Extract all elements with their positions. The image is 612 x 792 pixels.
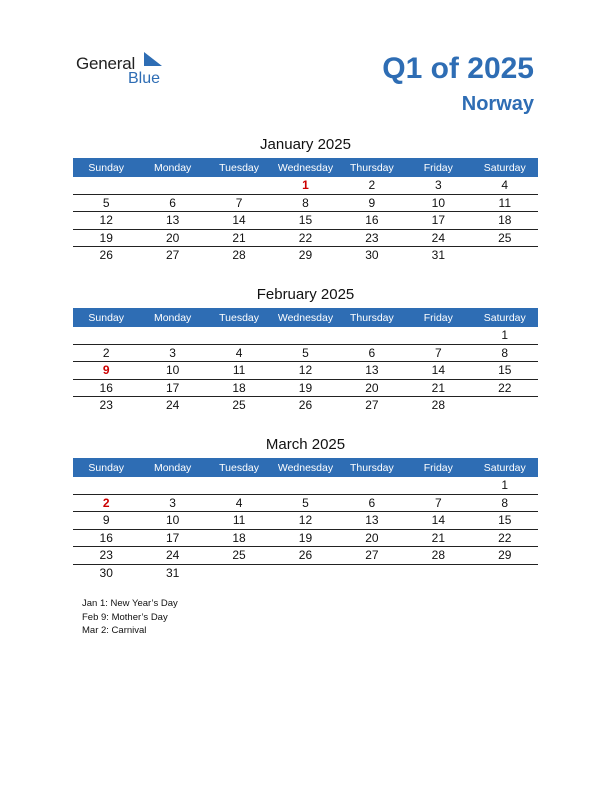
day-cell: 9 [73, 512, 139, 530]
day-cell: 15 [272, 212, 338, 230]
day-cell: 14 [206, 212, 272, 230]
weekday-header: Sunday [73, 458, 139, 477]
day-cell [272, 327, 338, 344]
week-row [73, 247, 538, 264]
day-cell [73, 327, 139, 344]
day-cell: 6 [339, 494, 405, 512]
weekday-header-row [73, 308, 538, 327]
day-cell: 19 [272, 529, 338, 547]
day-cell: 2 [73, 494, 139, 512]
day-cell: 13 [139, 212, 205, 230]
day-cell: 14 [405, 512, 471, 530]
day-cell: 12 [272, 362, 338, 380]
day-cell: 31 [165, 565, 180, 580]
day-cell [405, 327, 471, 344]
weekday-header: Friday [405, 458, 471, 477]
week-row [73, 547, 538, 565]
day-cell: 23 [73, 547, 139, 565]
day-cell: 6 [139, 194, 205, 212]
day-cell: 17 [139, 379, 205, 397]
day-cell: 5 [272, 494, 338, 512]
weekday-header: Friday [405, 158, 471, 177]
day-cell: 16 [339, 212, 405, 230]
calendar-grid [73, 158, 538, 264]
day-cell: 24 [165, 398, 180, 413]
day-cell: 18 [206, 379, 272, 397]
week-row [73, 194, 538, 212]
weekday-header: Saturday [472, 458, 538, 477]
day-cell: 25 [206, 547, 272, 565]
day-cell: 31 [431, 248, 445, 263]
day-cell: 5 [73, 194, 139, 212]
logo-text-blue: Blue [128, 70, 161, 87]
day-cell: 27 [339, 547, 405, 565]
weekday-header: Tuesday [206, 158, 272, 177]
day-cell [206, 564, 272, 581]
day-cell: 10 [139, 512, 205, 530]
day-cell: 15 [472, 362, 538, 380]
day-cell: 1 [472, 477, 538, 494]
weekday-header: Thursday [339, 458, 405, 477]
day-cell: 22 [472, 529, 538, 547]
day-cell: 10 [405, 194, 471, 212]
week-row [73, 494, 538, 512]
day-cell [339, 477, 405, 494]
weekday-header: Sunday [73, 158, 139, 177]
holiday-notes [82, 597, 178, 638]
page-title: Q1 of 2025 [382, 52, 534, 85]
month-title: March 2025 [265, 436, 346, 453]
day-cell [405, 564, 471, 581]
weekday-header: Thursday [339, 158, 405, 177]
month-title: January 2025 [260, 136, 351, 153]
day-cell [73, 477, 139, 494]
weekday-header: Monday [139, 308, 205, 327]
weekday-header: Wednesday [272, 458, 338, 477]
day-cell: 4 [206, 344, 272, 362]
month-calendar [73, 436, 538, 581]
logo-text-general: General [76, 54, 136, 73]
day-cell: 2 [339, 177, 405, 194]
weekday-header: Wednesday [272, 308, 338, 327]
day-cell: 11 [206, 512, 272, 530]
day-cell: 4 [206, 494, 272, 512]
day-cell: 30 [99, 565, 113, 580]
day-cell: 4 [472, 177, 538, 194]
day-cell: 27 [165, 248, 180, 263]
week-row [73, 564, 538, 581]
day-cell [405, 477, 471, 494]
calendar-grid [73, 458, 538, 581]
day-cell: 3 [405, 177, 471, 194]
day-cell: 25 [472, 229, 538, 247]
day-cell: 12 [272, 512, 338, 530]
day-cell: 12 [73, 212, 139, 230]
day-cell: 1 [272, 177, 338, 194]
day-cell: 19 [73, 229, 139, 247]
day-cell: 9 [339, 194, 405, 212]
weekday-header: Monday [139, 458, 205, 477]
day-cell: 11 [472, 194, 538, 212]
day-cell: 2 [73, 344, 139, 362]
day-cell: 1 [472, 327, 538, 344]
weekday-header-row [73, 458, 538, 477]
day-cell: 7 [405, 344, 471, 362]
day-cell: 20 [339, 529, 405, 547]
day-cell: 24 [139, 547, 205, 565]
day-cell: 11 [206, 362, 272, 380]
weekday-header: Tuesday [206, 308, 272, 327]
day-cell [206, 177, 272, 194]
day-cell [206, 327, 272, 344]
day-cell: 28 [431, 398, 445, 413]
day-cell: 7 [206, 194, 272, 212]
weekday-header: Wednesday [272, 158, 338, 177]
day-cell: 27 [365, 398, 379, 413]
week-row [73, 212, 538, 230]
month-calendar [73, 286, 538, 414]
weekday-header: Monday [139, 158, 205, 177]
day-cell: 21 [206, 229, 272, 247]
weekday-header: Tuesday [206, 458, 272, 477]
day-cell: 25 [232, 398, 246, 413]
day-cell: 3 [139, 344, 205, 362]
day-cell: 5 [272, 344, 338, 362]
day-cell: 14 [405, 362, 471, 380]
week-row [73, 327, 538, 344]
day-cell: 3 [139, 494, 205, 512]
day-cell: 21 [405, 529, 471, 547]
day-cell: 16 [73, 529, 139, 547]
week-row [73, 379, 538, 397]
holiday-note: Mar 2: Carnival [82, 625, 147, 636]
day-cell: 7 [405, 494, 471, 512]
week-row [73, 362, 538, 380]
weekday-header: Sunday [73, 308, 139, 327]
weekday-header: Saturday [472, 158, 538, 177]
month-title: February 2025 [256, 286, 355, 303]
day-cell: 17 [405, 212, 471, 230]
day-cell: 24 [405, 229, 471, 247]
week-row [73, 397, 538, 414]
day-cell: 28 [232, 248, 246, 263]
day-cell: 29 [298, 248, 313, 263]
week-row [73, 229, 538, 247]
week-row [73, 344, 538, 362]
day-cell: 8 [472, 494, 538, 512]
day-cell: 20 [339, 379, 405, 397]
day-cell: 8 [472, 344, 538, 362]
day-cell: 13 [339, 362, 405, 380]
day-cell: 26 [298, 398, 313, 413]
day-cell [339, 327, 405, 344]
generalblue-logo [76, 52, 176, 88]
weekday-header-row [73, 158, 538, 177]
day-cell: 23 [339, 229, 405, 247]
logo-triangle-icon [144, 52, 162, 66]
day-cell [472, 247, 538, 264]
week-row [73, 529, 538, 547]
day-cell: 18 [472, 212, 538, 230]
day-cell: 17 [139, 529, 205, 547]
calendar-grid [73, 308, 538, 414]
day-cell [73, 177, 139, 194]
day-cell: 6 [339, 344, 405, 362]
week-row [73, 512, 538, 530]
weekday-header: Thursday [339, 308, 405, 327]
day-cell: 28 [405, 547, 471, 565]
day-cell: 18 [206, 529, 272, 547]
day-cell [139, 327, 205, 344]
week-row [73, 177, 538, 194]
day-cell: 23 [99, 398, 113, 413]
weekday-header: Friday [405, 308, 471, 327]
month-calendar [73, 136, 538, 264]
day-cell: 26 [99, 248, 113, 263]
day-cell: 16 [73, 379, 139, 397]
day-cell: 10 [139, 362, 205, 380]
day-cell [139, 477, 205, 494]
day-cell: 15 [472, 512, 538, 530]
day-cell: 22 [472, 379, 538, 397]
day-cell: 20 [139, 229, 205, 247]
day-cell: 29 [472, 547, 538, 565]
holiday-note: Feb 9: Mother’s Day [82, 611, 168, 623]
day-cell [472, 564, 538, 581]
day-cell [272, 564, 338, 581]
day-cell [472, 397, 538, 414]
day-cell [339, 564, 405, 581]
weekday-header: Saturday [472, 308, 538, 327]
holiday-note: Jan 1: New Year’s Day [82, 598, 178, 609]
day-cell: 8 [272, 194, 338, 212]
day-cell: 26 [272, 547, 338, 565]
day-cell [206, 477, 272, 494]
day-cell: 30 [365, 248, 379, 263]
day-cell [272, 477, 338, 494]
country-name: Norway [461, 93, 534, 115]
week-row [73, 477, 538, 494]
day-cell: 22 [272, 229, 338, 247]
day-cell [139, 177, 205, 194]
day-cell: 19 [272, 379, 338, 397]
day-cell: 13 [339, 512, 405, 530]
day-cell: 21 [405, 379, 471, 397]
day-cell: 9 [73, 362, 139, 380]
